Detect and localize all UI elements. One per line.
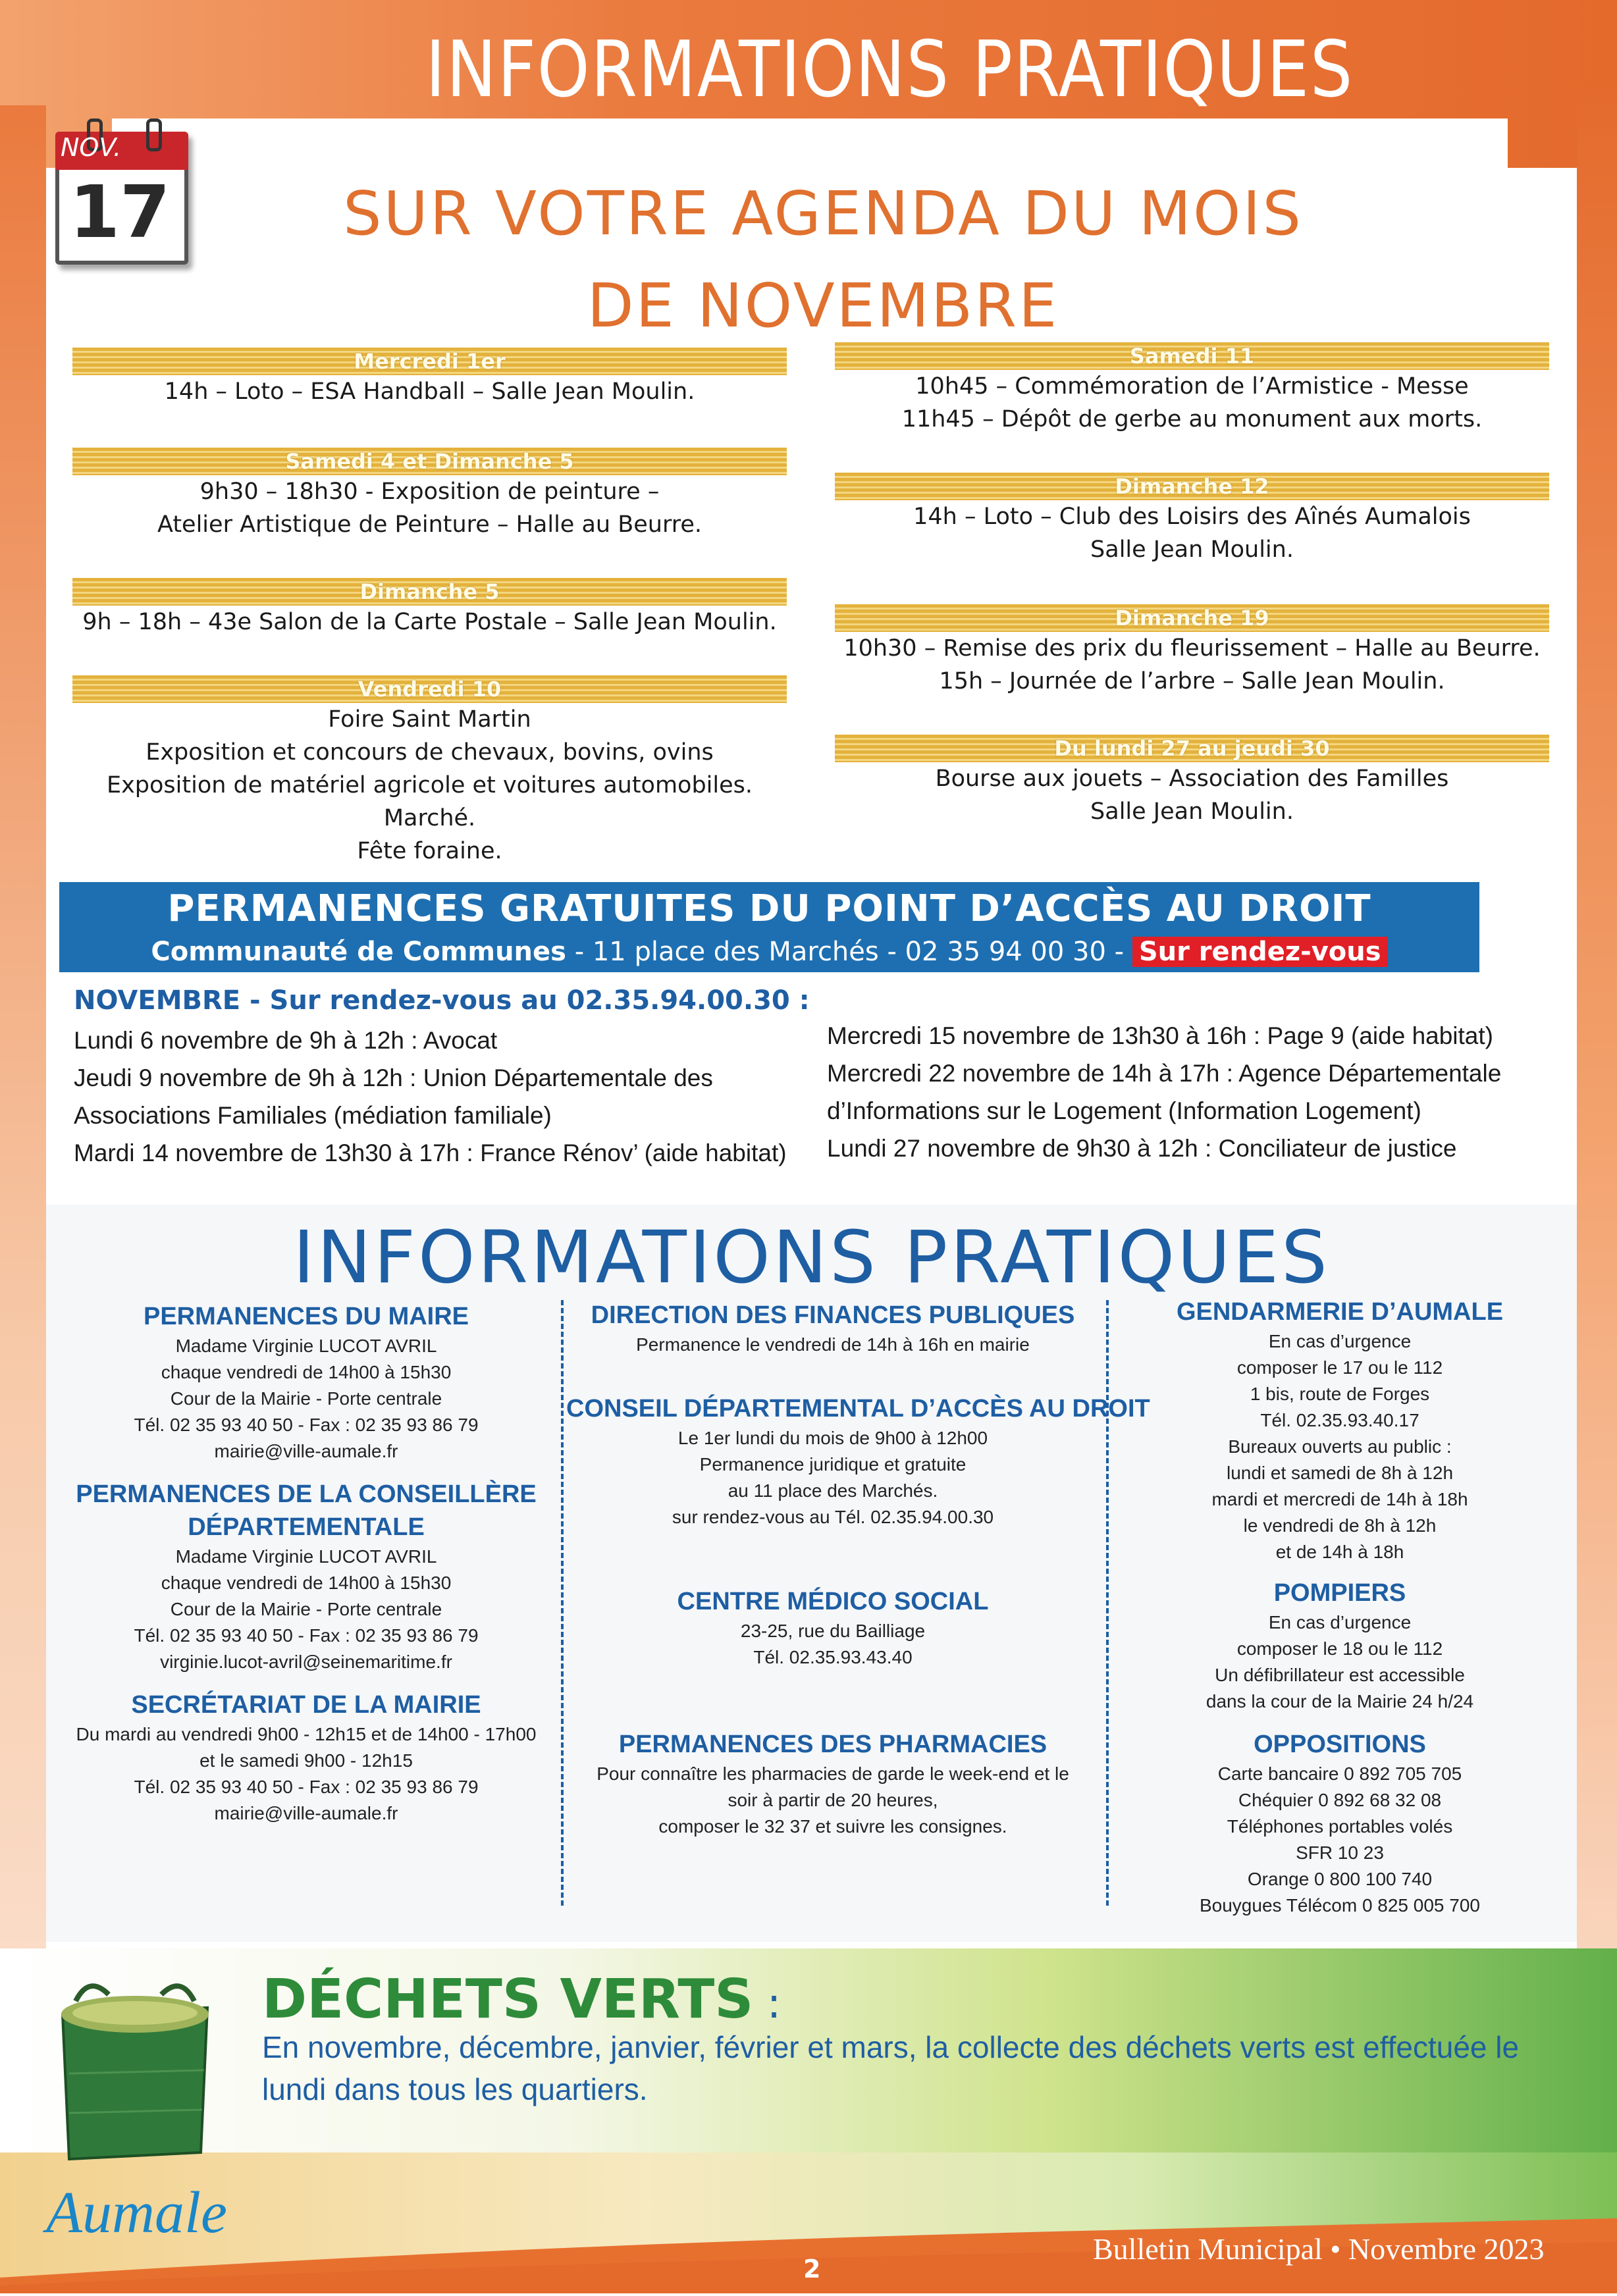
pad-item: Mercredi 15 novembre de 13h30 à 16h : Page 9 (aide habitat) — [827, 1022, 1493, 1049]
calendar-icon — [47, 112, 189, 263]
info-block-oppositions: OPPOSITIONS Carte bancaire 0 892 705 705 Chéquier 0 892 68 32 08 Téléphones portables volés SFR 10 23 Orange 0 800 100 740 Bouygues Télécom 0 825 005 700 — [1199, 1731, 1480, 1916]
calendar-day: 17 — [69, 170, 171, 254]
agenda-event: Dimanche 19 10h30 – Remise des prix du fleurissement – Halle au Beurre. 15h – Journée de l’arbre – Salle Jean Moulin. — [835, 604, 1549, 698]
agenda-event: Vendredi 10 Foire Saint Martin Exposition et concours de chevaux, bovins, ovins Exposition de matériel agricole et voitures automobiles. Marché. Fête foraine. — [72, 675, 787, 868]
pad-right-list — [827, 1017, 1501, 1167]
event-date: Dimanche 19 — [835, 604, 1549, 632]
pad-item: Mercredi 22 novembre de 14h à 17h : Agence Départementale — [827, 1060, 1502, 1087]
event-date: Vendredi 10 — [72, 675, 787, 703]
pad-november-heading: NOVEMBRE - Sur rendez-vous au 02.35.94.00.30 : — [74, 985, 810, 1016]
pad-item: Jeudi 9 novembre de 9h à 12h : Union Départementale des — [74, 1064, 713, 1091]
left-decor-band — [0, 105, 46, 2179]
calendar-month: NOV. — [61, 133, 122, 162]
page-title: INFORMATIONS PRATIQUES — [425, 24, 1354, 115]
info-block-finances: DIRECTION DES FINANCES PUBLIQUES Permanence le vendredi de 14h à 16h en mairie — [591, 1301, 1075, 1355]
info-block-secretariat: SECRÉTARIAT DE LA MAIRIE Du mardi au vendredi 9h00 - 12h15 et de 14h00 - 17h00 et le samedi 9h00 - 12h15 Tél. 02 35 93 40 50 - Fax : 02 35 93 86 79 mairie@ville-aumale.fr — [76, 1691, 537, 1823]
bulletin-label: Bulletin Municipal • Novembre 2023 — [1093, 2232, 1545, 2266]
pad-title: PERMANENCES GRATUITES DU POINT D’ACCÈS AU DROIT — [167, 887, 1371, 930]
info-block-cdad: CONSEIL DÉPARTEMENTAL D’ACCÈS AU DROIT Le 1er lundi du mois de 9h00 à 12h00 Permanence juridique et gratuite au 11 place des Marchés. sur rendez-vous au Tél. 02.35.94.00.30 — [566, 1395, 1150, 1527]
pad-item: Mardi 14 novembre de 13h30 à 17h : France Rénov’ (aide habitat) — [74, 1139, 787, 1166]
agenda-title: SUR VOTRE AGENDA DU MOIS DE NOVEMBRE — [343, 178, 1303, 341]
info-block-pharmacies: PERMANENCES DES PHARMACIES Pour connaître les pharmacies de garde le week-end et le soir à partir de 20 heures, composer le 32 37 et suivre les consignes. — [596, 1731, 1069, 1837]
rdv-badge: Sur rendez-vous — [1132, 937, 1388, 967]
info-block-conseillere: PERMANENCES DE LA CONSEILLÈRE DÉPARTEMENTALE Madame Virginie LUCOT AVRIL chaque vendredi de 14h00 à 15h30 Cour de la Mairie - Porte centrale Tél. 02 35 93 40 50 - Fax : 02 35 93 86 79 virginie.lucot-avril@seinemaritime.fr — [76, 1480, 537, 1672]
event-date: Du lundi 27 au jeudi 30 — [835, 735, 1549, 762]
right-decor-band — [1577, 79, 1617, 2185]
green-waste-text: En novembre, décembre, janvier, février et mars, la collecte des déchets verts est effectuée le lundi dans tous les quartiers. — [262, 2030, 1520, 2106]
agenda-event: Dimanche 5 9h – 18h – 43e Salon de la Carte Postale – Salle Jean Moulin. — [72, 578, 787, 639]
agenda-event: Samedi 11 10h45 – Commémoration de l’Armistice - Messe 11h45 – Dépôt de gerbe au monument aux morts. — [835, 342, 1549, 436]
pad-item: Associations Familiales (médiation familiale) — [74, 1102, 552, 1129]
page-number: 2 — [803, 2255, 821, 2283]
green-waste-title: DÉCHETS VERTS : — [262, 1968, 782, 2031]
pad-item: Lundi 27 novembre de 9h30 à 12h : Conciliateur de justice — [827, 1135, 1457, 1162]
event-date: Samedi 11 — [835, 342, 1549, 370]
aumale-logo: Aumale — [46, 2180, 227, 2245]
agenda-event: Dimanche 12 14h – Loto – Club des Loisirs des Aînés Aumalois Salle Jean Moulin. — [835, 473, 1549, 566]
event-date: Dimanche 5 — [72, 578, 787, 606]
pad-item: Lundi 6 novembre de 9h à 12h : Avocat — [74, 1027, 498, 1054]
event-date: Mercredi 1er — [72, 348, 787, 375]
info-block-maire: PERMANENCES DU MAIRE Madame Virginie LUCOT AVRIL chaque vendredi de 14h00 à 15h30 Cour de la Mairie - Porte centrale Tél. 02 35 93 40 50 - Fax : 02 35 93 86 79 mairie@ville-aumale.fr — [134, 1303, 479, 1461]
agenda-event: Mercredi 1er 14h – Loto – ESA Handball – Salle Jean Moulin. — [72, 348, 787, 408]
info-block-medico: CENTRE MÉDICO SOCIAL 23-25, rue du Bailliage Tél. 02.35.93.43.40 — [677, 1588, 989, 1667]
green-waste-bag-icon — [49, 1975, 221, 2166]
pad-left-list — [74, 1022, 787, 1172]
agenda-event: Samedi 4 et Dimanche 5 9h30 – 18h30 - Exposition de peinture – Atelier Artistique de Peinture – Halle au Beurre. — [72, 448, 787, 541]
info-block-gendarmerie: GENDARMERIE D’AUMALE En cas d’urgence composer le 17 ou le 112 1 bis, route de Forges Tél. 02.35.93.40.17 Bureaux ouverts au public : lundi et samedi de 8h à 12h mardi et mercredi de 14h à 18h le vendredi de 8h à 12h et de 14h à 18h — [1176, 1298, 1504, 1562]
pad-item: d’Informations sur le Logement (Information Logement) — [827, 1097, 1421, 1124]
info-block-pompiers: POMPIERS En cas d’urgence composer le 18 ou le 112 Un défibrillateur est accessible dans la cour de la Mairie 24 h/24 — [1206, 1579, 1474, 1711]
event-date: Samedi 4 et Dimanche 5 — [72, 448, 787, 475]
agenda-event: Du lundi 27 au jeudi 30 Bourse aux jouets – Association des Familles Salle Jean Moulin. — [835, 735, 1549, 828]
column-divider — [561, 1300, 564, 1906]
column-divider — [1106, 1300, 1109, 1906]
info-title: INFORMATIONS PRATIQUES — [293, 1215, 1330, 1299]
pad-subtitle: Communauté de Communes - 11 place des Marchés - 02 35 94 00 30 - Sur rendez-vous — [59, 935, 1479, 969]
event-date: Dimanche 12 — [835, 473, 1549, 500]
